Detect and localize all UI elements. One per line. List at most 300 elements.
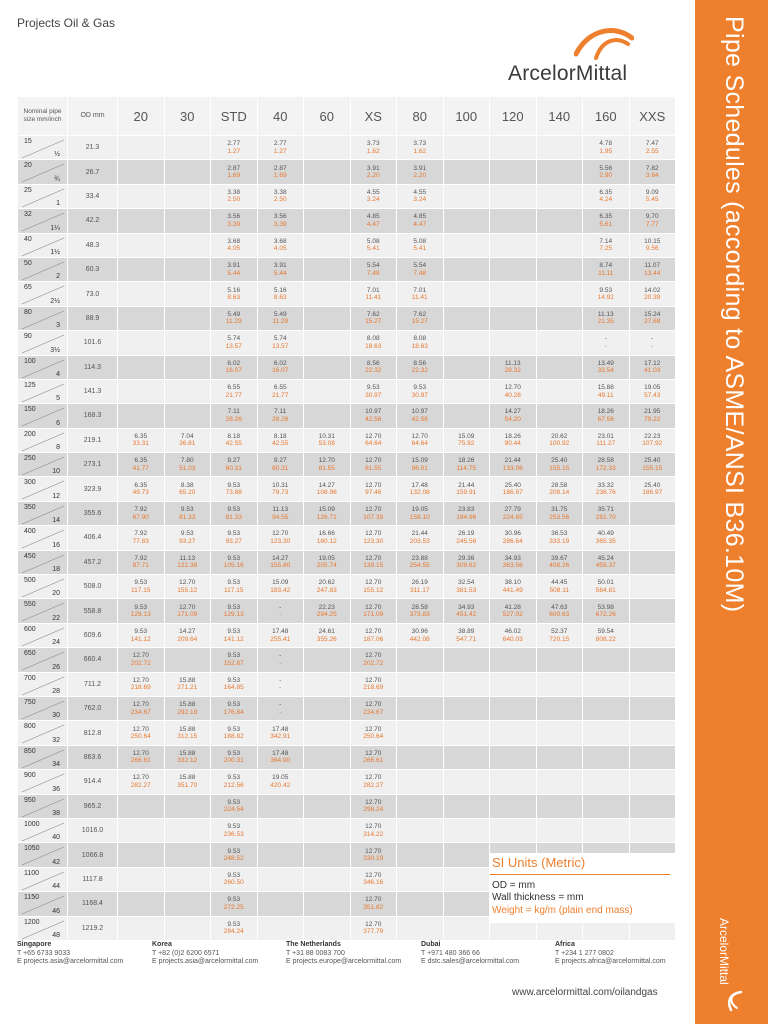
nominal-mm: 450 — [24, 552, 36, 560]
schedule-cell — [164, 526, 211, 550]
weight-value: 171.09 — [363, 611, 384, 619]
weight-value: 22.32 — [365, 367, 382, 375]
wall-thickness-value: 6.35 — [599, 213, 613, 221]
schedule-cell — [118, 477, 165, 501]
schedule-cell — [397, 501, 444, 525]
schedule-cell — [211, 160, 258, 184]
weight-value: 4.05 — [227, 245, 241, 253]
od-cell: 965.2 — [68, 794, 118, 818]
wall-thickness-value: 17.12 — [644, 359, 661, 367]
schedule-cell — [118, 672, 165, 696]
weight-value: 364.90 — [270, 757, 291, 765]
nominal-mm: 400 — [24, 528, 36, 536]
schedule-cell — [304, 721, 351, 745]
wall-thickness-value: 12.70 — [365, 457, 382, 465]
schedule-cell — [629, 818, 676, 842]
schedule-cell — [536, 721, 583, 745]
wall-thickness-value: 9.53 — [599, 286, 613, 294]
schedule-cell — [257, 379, 304, 403]
schedule-cell — [211, 721, 258, 745]
wall-thickness-value: 26.19 — [458, 530, 475, 538]
schedule-cell — [211, 331, 258, 355]
schedule-cell — [118, 794, 165, 818]
schedule-cell — [397, 745, 444, 769]
weight-value: 21.77 — [225, 391, 242, 399]
od-cell: 88.9 — [68, 306, 118, 330]
nominal-size-cell — [18, 209, 68, 233]
schedule-cell — [490, 257, 537, 281]
schedule-cell — [583, 550, 630, 574]
weight-value: 152.87 — [223, 659, 244, 667]
schedule-cell — [490, 453, 537, 477]
nominal-inch: 1½ — [50, 248, 60, 256]
schedule-cell — [304, 843, 351, 867]
schedule-cell — [211, 379, 258, 403]
wall-thickness-value: - — [604, 335, 607, 343]
nominal-inch: 10 — [52, 468, 60, 476]
col-header-nominal-size: Nominal pipe size mm/inch — [18, 97, 68, 136]
nominal-mm: 600 — [24, 625, 36, 633]
schedule-cell — [443, 818, 490, 842]
weight-value: 75.92 — [458, 440, 475, 448]
schedule-cell — [211, 818, 258, 842]
weight-value: 41.77 — [132, 464, 149, 472]
weight-value: 11.11 — [598, 269, 614, 277]
wall-thickness-value: 8.56 — [413, 359, 427, 367]
weight-value: 155.12 — [363, 586, 384, 594]
contact-email[interactable]: E projects.asia@arcelormittal.com — [17, 958, 124, 966]
wall-thickness-value: 33.32 — [597, 481, 614, 489]
nominal-size-cell — [18, 428, 68, 452]
schedule-cell — [350, 745, 397, 769]
nominal-inch: 16 — [52, 541, 60, 549]
schedule-cell — [490, 599, 537, 623]
weight-value: 108.96 — [316, 489, 337, 497]
od-cell: 26.7 — [68, 160, 118, 184]
nominal-size-cell — [18, 916, 68, 940]
weight-value: 5.61 — [599, 220, 613, 228]
wall-thickness-value: 9.53 — [227, 725, 241, 733]
schedule-cell — [490, 209, 537, 233]
col-header-od: OD mm — [68, 97, 118, 136]
wall-thickness-value: 38.89 — [458, 628, 475, 635]
contact-singapore — [17, 941, 123, 967]
schedule-cell — [304, 453, 351, 477]
weight-value: 312.15 — [177, 733, 198, 741]
schedule-cell — [397, 355, 444, 379]
logo-swoosh-icon — [574, 24, 634, 60]
schedule-cell — [304, 233, 351, 257]
contact-region: The Netherlands — [286, 941, 341, 948]
od-cell: 660.4 — [68, 648, 118, 672]
weight-value: 16.07 — [225, 367, 242, 375]
schedule-cell — [257, 233, 304, 257]
weight-value: 672.26 — [595, 611, 616, 619]
schedule-cell — [443, 136, 490, 160]
contact-phone: T +234 1 277 0802 — [555, 949, 614, 957]
weight-value: 5.41 — [366, 245, 380, 253]
contact-africa — [555, 941, 666, 967]
wall-thickness-value: 13.49 — [597, 359, 614, 367]
schedule-cell — [490, 331, 537, 355]
nominal-mm: 125 — [24, 381, 36, 389]
wall-thickness-value: 39.67 — [551, 554, 568, 562]
schedule-cell — [350, 770, 397, 794]
weight-value: 139.15 — [363, 562, 384, 570]
schedule-cell — [443, 770, 490, 794]
col-header-schedule: 60 — [304, 97, 351, 136]
wall-thickness-value: 9.53 — [227, 798, 241, 806]
schedule-cell — [304, 184, 351, 208]
nominal-mm: 1100 — [24, 869, 40, 877]
od-cell: 323.9 — [68, 477, 118, 501]
wall-thickness-value: 7.11 — [227, 408, 240, 416]
wall-thickness-value: 6.02 — [227, 359, 241, 367]
nominal-mm: 15 — [24, 138, 32, 145]
schedule-cell — [118, 379, 165, 403]
weight-value: 2.50 — [273, 196, 287, 204]
schedule-cell — [397, 209, 444, 233]
wall-thickness-value: 21.95 — [644, 408, 661, 416]
nominal-mm: 500 — [24, 577, 36, 585]
schedule-cell — [443, 404, 490, 428]
wall-thickness-value: 27.79 — [504, 506, 521, 514]
schedule-cell — [118, 623, 165, 647]
wall-thickness-value: 3.73 — [413, 140, 427, 148]
wall-thickness-value: 3.68 — [227, 237, 241, 245]
od-cell: 1016.0 — [68, 818, 118, 842]
wall-thickness-value: 7.01 — [366, 286, 380, 294]
weight-value: 159.91 — [456, 489, 477, 497]
table-row — [18, 526, 676, 550]
schedule-cell — [629, 233, 676, 257]
schedule-cell — [350, 843, 397, 867]
wall-thickness-value: 38.10 — [504, 579, 521, 587]
schedule-cell — [583, 721, 630, 745]
wall-thickness-value: 3.38 — [227, 188, 241, 196]
nominal-size-cell — [18, 233, 68, 257]
contact-email[interactable]: E dstc.sales@arcelormittal.com — [421, 958, 520, 966]
weight-value: 205.74 — [316, 562, 337, 570]
weight-value: 2.50 — [227, 196, 241, 204]
contact-email[interactable]: E projects.europe@arcelormittal.com — [286, 958, 402, 966]
schedule-cell — [629, 575, 676, 599]
wall-thickness-value: 12.70 — [365, 920, 382, 928]
nominal-size-cell — [18, 696, 68, 720]
nominal-inch: 48 — [52, 931, 60, 939]
schedule-cell — [257, 501, 304, 525]
schedule-cell — [629, 696, 676, 720]
weight-value: 284.24 — [223, 928, 244, 936]
weight-value: 129.13 — [223, 611, 244, 619]
schedule-cell — [443, 306, 490, 330]
schedule-cell — [211, 867, 258, 891]
schedule-cell — [583, 331, 630, 355]
weight-value: 155.15 — [642, 464, 663, 472]
schedule-cell — [443, 355, 490, 379]
schedule-cell — [629, 306, 676, 330]
weight-value: 81.55 — [318, 464, 335, 472]
weight-value: 209.64 — [177, 635, 198, 643]
wall-thickness-value: 10.31 — [272, 481, 289, 489]
wall-thickness-value: 19.05 — [644, 384, 661, 392]
weight-value: 129.13 — [130, 611, 151, 619]
wall-thickness-value: 4.55 — [413, 188, 427, 196]
schedule-cell — [443, 599, 490, 623]
wall-thickness-value: 12.70 — [365, 628, 382, 635]
weight-value: 41.03 — [644, 367, 661, 375]
table-row — [18, 550, 676, 574]
nominal-inch: 6 — [56, 419, 60, 427]
schedule-cell — [304, 867, 351, 891]
schedule-cell — [164, 306, 211, 330]
nominal-inch: 42 — [52, 858, 60, 866]
schedule-cell — [164, 501, 211, 525]
schedule-cell — [536, 648, 583, 672]
wall-thickness-value: 3.73 — [366, 140, 380, 148]
schedule-cell — [397, 404, 444, 428]
weight-value: - — [651, 342, 654, 350]
nominal-mm: 800 — [24, 723, 36, 731]
schedule-cell — [629, 453, 676, 477]
weight-value: 640.03 — [502, 635, 523, 643]
wall-thickness-value: 9.53 — [227, 603, 241, 611]
weight-value: 94.55 — [272, 513, 289, 521]
weight-value: 132.08 — [409, 489, 430, 497]
nominal-inch: 26 — [52, 663, 60, 671]
weight-value: 90.44 — [504, 440, 521, 448]
table-body — [18, 136, 676, 941]
weight-value: 2.20 — [413, 172, 427, 180]
wall-thickness-value: 5.74 — [227, 335, 241, 343]
col-header-schedule: 160 — [583, 97, 630, 136]
nominal-size-cell — [18, 745, 68, 769]
wall-thickness-value: 12.70 — [365, 847, 382, 855]
schedule-cell — [350, 233, 397, 257]
wall-thickness-value: 25.40 — [504, 481, 521, 489]
wall-thickness-value: 8.18 — [273, 432, 287, 440]
schedule-cell — [350, 355, 397, 379]
schedule-cell — [583, 745, 630, 769]
table-row — [18, 501, 676, 525]
wall-thickness-value: - — [651, 335, 654, 343]
schedule-cell — [536, 526, 583, 550]
weight-value: 442.08 — [409, 635, 430, 643]
nominal-mm: 65 — [24, 284, 32, 292]
schedule-cell — [583, 526, 630, 550]
schedule-cell — [350, 818, 397, 842]
wall-thickness-value: 30.96 — [411, 628, 428, 635]
wall-thickness-value: 7.80 — [180, 457, 194, 465]
nominal-mm: 1000 — [24, 820, 40, 828]
nominal-mm: 90 — [24, 333, 32, 341]
nominal-inch: 8 — [56, 444, 60, 452]
nominal-size-cell — [18, 721, 68, 745]
side-title: Pipe Schedules (according to ASME/ANSI B36.10M) — [720, 16, 748, 613]
wall-thickness-value: 5.56 — [599, 164, 613, 172]
wall-thickness-value: 12.70 — [365, 481, 382, 489]
wall-thickness-value: 9.53 — [366, 384, 380, 392]
weight-value: 294.25 — [316, 611, 337, 619]
weight-value: 330.19 — [363, 855, 384, 863]
wall-thickness-value: 47.63 — [551, 603, 568, 611]
weight-value: 3.39 — [273, 220, 287, 228]
contact-email[interactable]: E projects.asia@arcelormittal.com — [152, 958, 259, 966]
weight-value: 187.06 — [363, 635, 384, 643]
schedule-cell — [443, 526, 490, 550]
schedule-cell — [350, 160, 397, 184]
wall-thickness-value: 12.70 — [365, 506, 382, 514]
weight-value: 238.76 — [595, 489, 616, 497]
schedule-cell — [443, 209, 490, 233]
od-cell: 914.4 — [68, 770, 118, 794]
schedule-cell — [490, 404, 537, 428]
schedule-cell — [304, 672, 351, 696]
schedule-cell — [629, 770, 676, 794]
schedule-cell — [350, 550, 397, 574]
weight-value: 107.92 — [642, 440, 663, 448]
si-weight-unit: Weight = kg/m (plain end mass) — [492, 905, 633, 916]
schedule-cell — [397, 379, 444, 403]
wall-thickness-value: 4.85 — [366, 213, 380, 221]
wall-thickness-value: 28.58 — [411, 603, 428, 611]
weight-value: 600.63 — [549, 611, 570, 619]
col-header-schedule: 80 — [397, 97, 444, 136]
schedule-cell — [536, 379, 583, 403]
schedule-cell — [350, 794, 397, 818]
wall-thickness-value: 3.91 — [227, 262, 241, 270]
schedule-cell — [118, 867, 165, 891]
wall-thickness-value: 12.70 — [365, 896, 382, 904]
schedule-cell — [304, 818, 351, 842]
schedule-cell — [164, 696, 211, 720]
wall-thickness-value: 5.49 — [273, 310, 287, 318]
contact-email[interactable]: E projects.africa@arcelormittal.com — [555, 958, 666, 966]
schedule-cell — [304, 550, 351, 574]
schedule-cell — [257, 282, 304, 306]
schedule-cell — [164, 404, 211, 428]
schedule-cell — [490, 745, 537, 769]
schedule-cell — [536, 599, 583, 623]
schedule-cell — [350, 696, 397, 720]
schedule-cell — [211, 428, 258, 452]
nominal-mm: 50 — [24, 259, 32, 267]
weight-value: 272.25 — [223, 903, 244, 911]
schedule-cell — [397, 672, 444, 696]
nominal-size-cell — [18, 501, 68, 525]
weight-value: 808.22 — [595, 635, 616, 643]
wall-thickness-value: 12.70 — [272, 530, 289, 538]
weight-value: 255.41 — [270, 635, 291, 643]
schedule-cell — [397, 770, 444, 794]
wall-thickness-value: 12.70 — [179, 603, 196, 611]
schedule-cell — [257, 136, 304, 160]
table-row — [18, 477, 676, 501]
table-row — [18, 818, 676, 842]
schedule-cell — [397, 867, 444, 891]
wall-thickness-value: 7.62 — [413, 310, 427, 318]
contact-korea — [152, 941, 258, 967]
od-cell: 711.2 — [68, 672, 118, 696]
wall-thickness-value: 9.53 — [227, 701, 241, 709]
wall-thickness-value: 9.53 — [413, 384, 427, 392]
od-cell: 73.0 — [68, 282, 118, 306]
weight-value: 234.67 — [130, 708, 151, 716]
wall-thickness-value: 25.40 — [551, 457, 568, 465]
weight-value: 11.41 — [365, 294, 382, 302]
si-units-divider — [490, 874, 670, 875]
wall-thickness-value: 19.05 — [318, 554, 335, 562]
schedule-cell — [490, 696, 537, 720]
schedule-cell — [350, 209, 397, 233]
schedule-cell — [164, 355, 211, 379]
weight-value: 171.09 — [177, 611, 198, 619]
schedule-cell — [443, 867, 490, 891]
wall-thickness-value: 15.88 — [179, 701, 196, 709]
weight-value: 381.53 — [456, 586, 477, 594]
schedule-cell — [257, 257, 304, 281]
schedule-cell — [583, 623, 630, 647]
nominal-inch: 40 — [52, 834, 60, 842]
weight-value: 720.15 — [549, 635, 570, 643]
website-link[interactable]: www.arcelormittal.com/oilandgas — [512, 987, 658, 998]
schedule-cell — [397, 599, 444, 623]
wall-thickness-value: 17.48 — [272, 628, 289, 635]
schedule-cell — [443, 892, 490, 916]
schedule-cell — [257, 623, 304, 647]
weight-value: 203.53 — [409, 537, 430, 545]
weight-value: 97.46 — [365, 489, 382, 497]
schedule-cell — [211, 916, 258, 940]
weight-value: 117.15 — [224, 586, 244, 594]
schedule-cell — [536, 257, 583, 281]
schedule-cell — [443, 672, 490, 696]
schedule-cell — [164, 648, 211, 672]
schedule-cell — [536, 428, 583, 452]
weight-value: 234.67 — [363, 708, 384, 716]
nominal-inch: 28 — [52, 687, 60, 695]
weight-value: 93.27 — [225, 537, 242, 545]
pipe-schedule-table — [17, 96, 676, 941]
schedule-cell — [350, 648, 397, 672]
schedule-cell — [629, 282, 676, 306]
schedule-cell — [629, 404, 676, 428]
weight-value: 21.35 — [597, 318, 614, 326]
wall-thickness-value: 9.53 — [227, 774, 241, 782]
wall-thickness-value: 25.40 — [644, 457, 661, 465]
wall-thickness-value: 18.26 — [597, 408, 614, 416]
weight-value: 81.33 — [225, 513, 242, 521]
schedule-cell — [257, 843, 304, 867]
schedule-cell — [211, 745, 258, 769]
weight-value: 1.69 — [227, 172, 241, 180]
schedule-cell — [490, 721, 537, 745]
schedule-cell — [490, 623, 537, 647]
wall-thickness-value: 5.54 — [366, 262, 380, 270]
schedule-cell — [211, 770, 258, 794]
wall-thickness-value: 21.44 — [458, 481, 475, 489]
schedule-cell — [350, 331, 397, 355]
weight-value: 250.64 — [363, 733, 384, 741]
nominal-inch: 38 — [52, 809, 60, 817]
nominal-mm: 300 — [24, 479, 36, 487]
schedule-cell — [397, 696, 444, 720]
schedule-cell — [118, 721, 165, 745]
weight-value: 5.44 — [227, 269, 241, 277]
wall-thickness-value: 5.16 — [273, 286, 287, 294]
weight-value: 96.01 — [411, 464, 428, 472]
wall-thickness-value: 3.91 — [273, 262, 287, 270]
